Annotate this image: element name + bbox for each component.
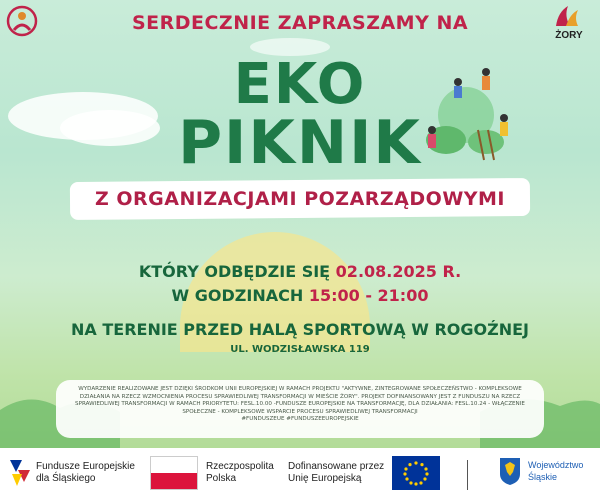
eu-line2: Unię Europejską (288, 473, 362, 484)
hashtags: #FUNDUSZEUE #FUNDUSZEEUROPEJSKIE (241, 416, 359, 422)
event-title-line2: PIKNIK (178, 108, 422, 178)
event-date: 02.08.2025 R. (335, 262, 462, 281)
disclaimer-text: WYDARZENIE REALIZOWANE JEST DZIĘKI ŚRODKOM UNII EUROPEJSKIEJ W RAMACH PROJEKTU "AKTYWNE, ZINTEGROWANE SPOŁECZEŃSTWO - KOMPLEKSOWE DZIAŁANIA NA RZECZ WZMOCNIENIA PROCESU SPRAWIEDLIWEJ TRANSFORMACJI W MIEŚCIE ŻORY". PROJEKT DOFINANSOWANY JEST Z FUNDUSZU NA RZECZ SPRAWIEDLIWEJ TRANSFORMACJI W RAMACH PRIORYTETU: FESL.10.00 -FUNDUSZE EUROPEJSKIE NA TRANSFORMACJĘ, DLA DZIAŁANIA: FESL.10.24 - WŁĄCZENIE SPOŁECZNE - KOMPLEKSOWE WSPARCIE PROCESU SPRAWIEDLIWEJ TRANSFORMACJI (75, 386, 525, 415)
event-address: UL. WODZISŁAWSKA 119 (230, 344, 370, 355)
footer-divider (467, 460, 468, 490)
invitation-heading: SERDECZNIE ZAPRASZAMY NA (131, 12, 469, 34)
event-hours-line (0, 286, 600, 305)
event-date-line (0, 262, 600, 281)
polish-flag-icon (150, 456, 198, 490)
silesia-eagle-icon (498, 456, 522, 486)
event-location: NA TERENIE PRZED HALĄ SPORTOWĄ W ROGOŹNEJ (71, 320, 529, 339)
date-prefix: KTÓRY ODBĘDZIE SIĘ (138, 262, 336, 281)
rzeczpospolita-logo (150, 456, 274, 490)
event-title-line1: EKO (233, 52, 367, 117)
city-name: ŻORY (555, 30, 583, 41)
rp-line1: Rzeczpospolita (206, 461, 274, 472)
ws-line1: Województwo (528, 460, 584, 470)
event-hours: 15:00 - 21:00 (308, 286, 429, 305)
wojewodztwo-slaskie-logo (498, 456, 583, 486)
hours-prefix: W GODZINACH (171, 286, 309, 305)
ws-line2: Śląskie (528, 472, 558, 482)
fe-star-icon (8, 456, 32, 490)
eu-flag-icon (392, 456, 440, 490)
fe-line1: Fundusze Europejskie (36, 461, 135, 472)
event-subtitle: Z ORGANIZACJAMI POZARZĄDOWYMI (94, 188, 506, 210)
eu-line1: Dofinansowane przez (288, 461, 385, 472)
fe-line2: dla Śląskiego (36, 473, 96, 484)
eu-cofinanced-logo (288, 456, 440, 490)
rp-line2: Polska (206, 473, 237, 484)
fe-slaskie-logo (8, 456, 135, 490)
funding-logos-bar (0, 448, 600, 503)
funding-disclaimer (70, 386, 530, 424)
